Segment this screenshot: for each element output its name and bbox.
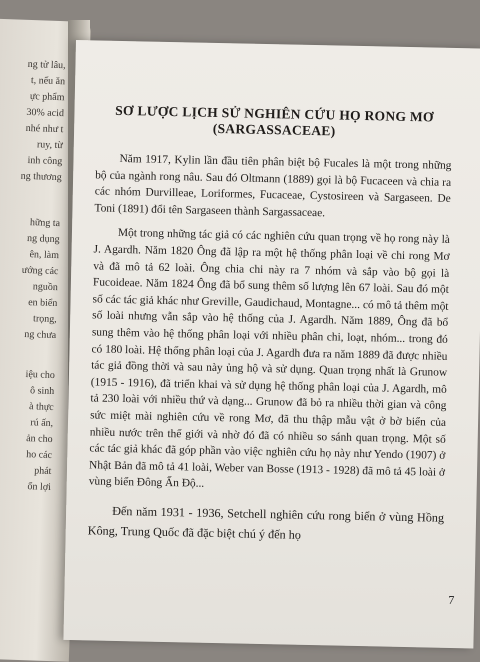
left-page-fragment: nhé như t	[25, 122, 64, 136]
left-page-fragment: rú ấn,	[30, 417, 54, 430]
left-page-fragment: ng thương	[20, 170, 62, 184]
left-page-fragment: ên, làm	[29, 249, 60, 262]
left-page-fragment: ng tử lâu,	[27, 58, 66, 72]
left-page-fragment: phát	[34, 465, 52, 477]
right-page	[63, 40, 480, 648]
paragraph-3: Đến năm 1931 - 1936, Setchell nghiên cứu rong biển ở vùng Hồng Kông, Trung Quốc đã đặc biệt chú ý đến họ	[87, 503, 445, 542]
left-page-fragment: ản cho	[25, 433, 53, 446]
left-page-fragment: en biển	[27, 297, 58, 310]
left-page-fragment: 30% acid	[26, 106, 65, 120]
left-page-fragment: ô sinh	[29, 385, 55, 398]
paragraph-2: Một trong những tác giả có các nghiên cứu quan trọng về họ rong này là J. Agardh. Năm 1820 Ông đã lập ra một hệ thống phân loại về chi rong Mơ và đã mô tả 62 loài. Ông chia chi này ra 7 nhóm và sắp vào bộ gọi là Fucoideae. Năm 1824 Ông đã bổ sung thêm số lượng lên 67 loài. Sau đó một số các tác giả khác như Greville, Gaudichaud, Montagne... có mô tả thêm một số loài nhưng vẫn sắp vào hệ thống của J. Agardh. Năm 1889, Ông đã bổ sung thêm vào hệ thống phân loại với nhiều phân chi, loạt, nhóm... trong đó có 180 loài. Hệ thống phân loại của J. Agardh đưa ra năm 1889 đã được nhiều tác giả đồng thời và sau này ủng hộ và sử dụng. Quan trọng nhất là Grunow (1915 - 1916), đã triển khai và sử dụng hệ thống phân loại của J. Agardh, mô tả 230 loài với nhiều thứ và dạng... Grunow đã bỏ ra nhiều thời gian và công sức miệt mài nghiên cứu về rong Mơ, đã thu thập mẫu vật ở bờ biển của nhiều nước trên thế giới và nhờ đó đã có nhiều so sánh quan trọng. Một số các tác giả khác đã góp phần vào việc nghiên cứu họ này như Yendo (1907) ở Nhật Bản đã mô tả 41 loài, Weber van Bosse (1913 - 1928) đã mô tả 45 loài ở vùng biển Đông Ấn Độ...	[88, 227, 451, 491]
page-title: SƠ LƯỢC LỊCH SỬ NGHIÊN CỨU HỌ RONG MƠ	[115, 102, 434, 125]
left-page-fragment: trọng,	[32, 313, 57, 326]
left-page-fragment: ực phẩm	[29, 91, 65, 104]
left-page-fragment: iệu cho	[25, 369, 55, 382]
left-page-fragment: ng dụng	[26, 233, 60, 246]
paragraph-1: Năm 1917, Kylin lần đầu tiên phân biệt bộ Fucales là một trong những bộ của ngành rong nâu. Sau đó Oltmann (1889) gọi là bộ Fucaceen và chia ra các nhóm Durvilleae, Loriformes, Fucaceae, Cystosireen và Sargaseen. De Toni (1891) đổi tên Sargaseen thành Sargassaceae.	[94, 152, 452, 220]
page-content	[87, 102, 452, 555]
page-number: 7	[448, 592, 455, 608]
left-page-fragment: hững ta	[29, 217, 61, 230]
left-page-fragment: à thực	[28, 401, 54, 414]
left-page-fragment: nguồn	[32, 281, 59, 294]
left-page-fragment: inh công	[27, 154, 63, 168]
left-page-fragment: ướng các	[21, 264, 59, 278]
left-page-fragment: ho các	[25, 449, 53, 462]
page-subtitle: (SARGASSACEAE)	[212, 120, 336, 139]
left-page-fragment: ng chưa	[24, 328, 57, 342]
left-page-fragment: ổn lợi	[27, 481, 52, 493]
left-page-fragment: t, nếu ăn	[30, 75, 66, 88]
left-page-fragment: ruy, từ	[36, 139, 63, 152]
